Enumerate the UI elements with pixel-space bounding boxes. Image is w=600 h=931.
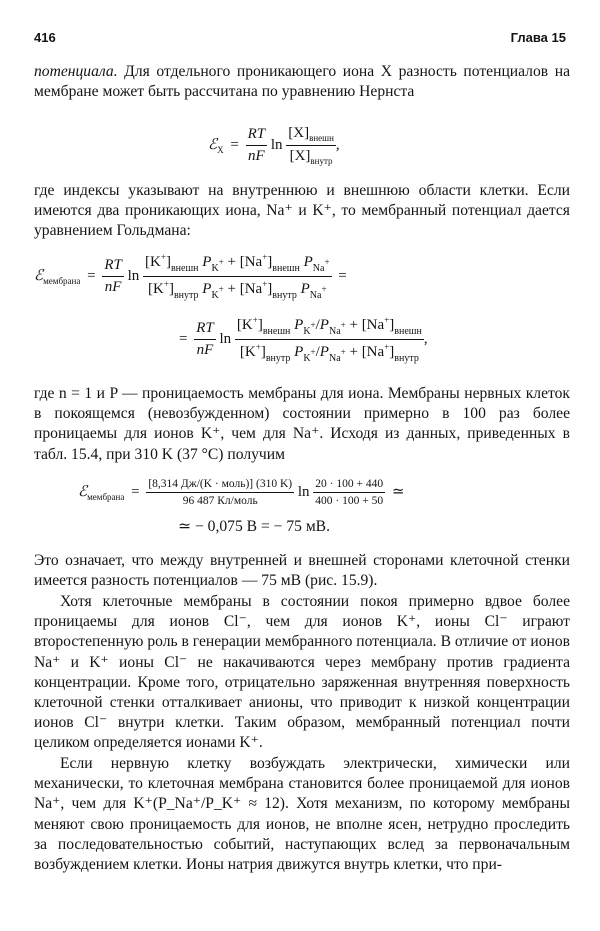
paragraph-nernst-intro [34, 62, 570, 102]
goldman-numerator: $[K^+]_{внешн}$ $P_{K+} + [Na^+]_{внешн}$ $P_{Na+}$ [143, 252, 332, 277]
equals-sign: = [87, 267, 96, 284]
paragraph-goldman-intro: где индексы указывают на внутреннюю и внешнюю области клетки. Если имеются два проникающих иона, Na⁺ и K⁺, то мембранный потенциал дается уравнением Гольдмана: [34, 182, 570, 240]
fraction-rt-nf [246, 126, 268, 165]
equation-nernst [0, 125, 600, 166]
paragraph-resting-permeability: где n = 1 и P — проницаемость мембраны для иона. Мембраны нервных клеток в покоящемся (невозбужденном) состоянии примерно в 100 раз более проницаемы для ионов K⁺, чем для Na⁺. Исходя из данных, приведенных в табл. 15.4, при 310 K (37 °C) получим [34, 385, 570, 463]
numerator: RT [194, 320, 216, 340]
comma: , [423, 330, 428, 347]
equation-numeric-line2: ≃ − 0,075 В = − 75 мВ. [178, 518, 330, 535]
concentration-internal: [X] [289, 148, 311, 164]
numerator: 20 · 100 + 440 [313, 478, 385, 493]
equals-sign: = [131, 483, 140, 500]
fraction-goldman [143, 252, 332, 301]
ln-operator: ln [297, 483, 310, 500]
paragraph-text: Для отдельного проникающего иона X разность потенциалов на мембране может быть рассчитана по уравнению Нернста [34, 63, 570, 101]
fraction-goldman-ratio [235, 315, 424, 364]
fraction-constants [146, 478, 294, 507]
denominator: nF [104, 279, 122, 295]
numerator: [8,314 Дж/(K · моль)] (310 K) [146, 478, 294, 493]
fraction-concentration-values [313, 478, 385, 507]
goldman-ratio-numerator: $[K^+]_{внешн}$ $P_{K+}/P_{Na+} + [Na^+]_{внешн}$ [235, 315, 424, 340]
ln-operator: ln [219, 330, 232, 347]
page-number: 416 [34, 30, 56, 45]
subscript-external: внешн [309, 133, 334, 143]
equals-sign: = [230, 136, 239, 153]
emf-symbol: ℰ [208, 136, 218, 153]
running-header [34, 30, 566, 50]
italic-lead: потенциала. [34, 63, 118, 80]
denominator: nF [247, 148, 265, 164]
denominator: nF [196, 342, 214, 358]
fraction-rt-nf [194, 320, 216, 359]
emf-symbol: ℰ [34, 267, 44, 284]
numerator: RT [246, 126, 268, 146]
equals-sign: = [179, 330, 188, 347]
denominator: 400 · 100 + 50 [315, 495, 384, 507]
paragraph-chloride: Хотя клеточные мембраны в состоянии покоя примерно вдвое более проницаемы для ионов Cl⁻, чем для ионов K⁺, ионы Cl⁻ играют второстепенную роль в генерации мембранного потенциала. В отличие от ионов Na⁺ и K⁺ ионы Cl⁻ не накачиваются через мембрану против градиента концентрации. Кроме того, отрицательно заряженная внутренняя поверхность клеточной стенки отталкивает анионы, что приводит к низкой концентрации ионов Cl⁻ внутри клетки. Таким образом, мембранный потенциал почти целиком определяется ионами K⁺. [34, 593, 570, 752]
paragraph-excitation: Если нервную клетку возбуждать электрически, химически или механически, то клеточная мембрана становится более проницаемой для ионов Na⁺, чем для K⁺(P_Na⁺/P_K⁺ ≈ 12). Хотя механизм, по которому мембраны меняют свою проницаемость для ионов, не вполне ясен, нетрудно проследить за последовательностью событий, наступающих вслед за первоначальным возбуждением клетки. Ионы натрия движутся внутрь клетки, что при- [34, 755, 570, 874]
numerator: RT [102, 257, 124, 277]
emf-subscript: мембрана [43, 275, 81, 286]
comma: , [335, 136, 340, 153]
equals-sign-trailing: = [338, 267, 347, 284]
equation-numeric-line1 [0, 478, 600, 507]
chapter-title: Глава 15 [510, 30, 566, 45]
paragraph-result: Это означает, что между внутренней и внешней сторонами клеточной стенки имеется разность потенциалов — 75 мВ (рис. 15.9). [34, 552, 570, 590]
denominator: 96 487 Кл/моль [182, 495, 258, 507]
equation-goldman-line2 [0, 315, 600, 364]
equation-goldman-line1 [0, 252, 600, 301]
goldman-ratio-denominator: $[K^+]_{внутр}$ $P_{K+}/P_{Na+} + [Na^+]_{внутр}$ [239, 342, 419, 364]
emf-subscript: мембрана [87, 491, 125, 502]
concentration-external: [X] [288, 125, 310, 141]
emf-subscript: X [217, 144, 224, 155]
ln-operator: ln [270, 136, 283, 153]
ln-operator: ln [127, 267, 140, 284]
approx-sign: ≃ [391, 483, 405, 500]
emf-symbol: ℰ [78, 483, 88, 500]
goldman-denominator: $[K^+]_{внутр}$ $P_{K+} + [Na^+]_{внутр}$ $P_{Na+}$ [148, 279, 327, 301]
fraction-rt-nf [102, 257, 124, 296]
subscript-internal: внутр [310, 156, 333, 166]
fraction-concentrations [286, 125, 336, 166]
